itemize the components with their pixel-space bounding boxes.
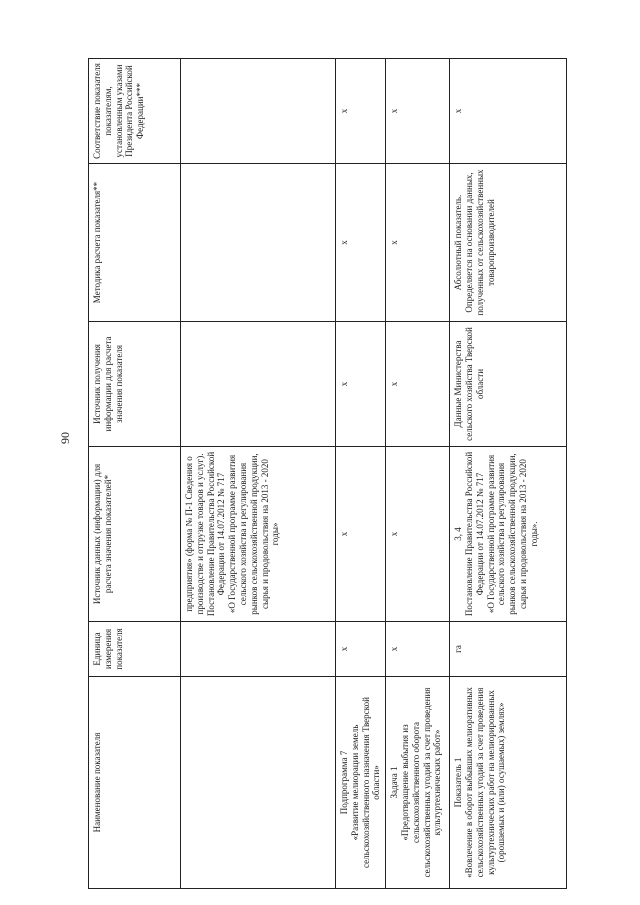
match-cell: х (336, 59, 386, 164)
table-row (386, 59, 450, 889)
unit-cell (181, 622, 336, 677)
match-cell: х (386, 59, 450, 164)
rotated-table-frame (88, 59, 564, 889)
indicator-name-cell: Подпрограмма 7 «Развитие мелиорации земель сельскохозяйственного назначения Тверской области» (336, 677, 386, 889)
data-source-cell: 3, 4 Постановление Правительства Российской Федерации от 14.07.2012 № 717 «О Государственной программе развития сельского хозяйства и регулирования рынков сельскохозяйственной продукции, сырья и продовольствия на 2013 - 2020 годы». (450, 447, 567, 622)
data-source-cell: х (386, 447, 450, 622)
info-source-cell: х (386, 322, 450, 447)
header-data-source: Источник данных (информации) для расчета значения показателей* (89, 447, 181, 622)
info-source-cell: х (336, 322, 386, 447)
header-row (89, 59, 181, 889)
indicator-name-cell: Показатель 1 «Вовлечение в оборот выбывших мелиоративных сельскохозяйственных угодий за счет проведения культуртехнических работ на мелиорированных (орошаемых и (или) осушаемых) землях» (450, 677, 567, 889)
match-cell: х (450, 59, 567, 164)
info-source-cell (181, 322, 336, 447)
header-unit: Единица измерения показателя (89, 622, 181, 677)
method-cell: х (336, 164, 386, 322)
method-cell (181, 164, 336, 322)
unit-cell: х (336, 622, 386, 677)
info-source-cell: Данные Министерства сельского хозяйства Тверской области (450, 322, 567, 447)
method-cell: х (386, 164, 450, 322)
data-source-cell: предприятия» (форма № П-1 Сведения о производстве и отгрузке товаров и услуг). Постановление Правительства Российской Федерации от 14.07.2012 № 717 «О Государственной программе развития сельского хозяйства и регулирования рынков сельскохозяйственной продукции, сырья и продовольствия на 2013 - 2020 годы» (181, 447, 336, 622)
indicator-table (88, 58, 567, 889)
table-row (336, 59, 386, 889)
header-info-source: Источник получения информации для расчета значения показателя (89, 322, 181, 447)
header-calc-method: Методика расчета показателя** (89, 164, 181, 322)
unit-cell: х (386, 622, 450, 677)
indicator-name-cell: Задача 1 «Предотвращение выбытия из сельскохозяйственного оборота сельскохозяйственных угодий за счет проведения культуртехнических работ» (386, 677, 450, 889)
indicator-name-cell (181, 677, 336, 889)
table-container (88, 59, 564, 889)
match-cell (181, 59, 336, 164)
method-cell: Абсолютный показатель. Определяется на основании данных, полученных от сельскохозяйственных товаропроизводителей (450, 164, 567, 322)
table-row (181, 59, 336, 889)
header-indicator-name: Наименование показателя (89, 677, 181, 889)
page-number: 90 (58, 432, 72, 444)
header-presidential-match: Соответствие показателя показателям, установленным указами Президента Российской Федерации*** (89, 59, 181, 164)
table-row (450, 59, 567, 889)
unit-cell: га (450, 622, 567, 677)
data-source-cell: х (336, 447, 386, 622)
